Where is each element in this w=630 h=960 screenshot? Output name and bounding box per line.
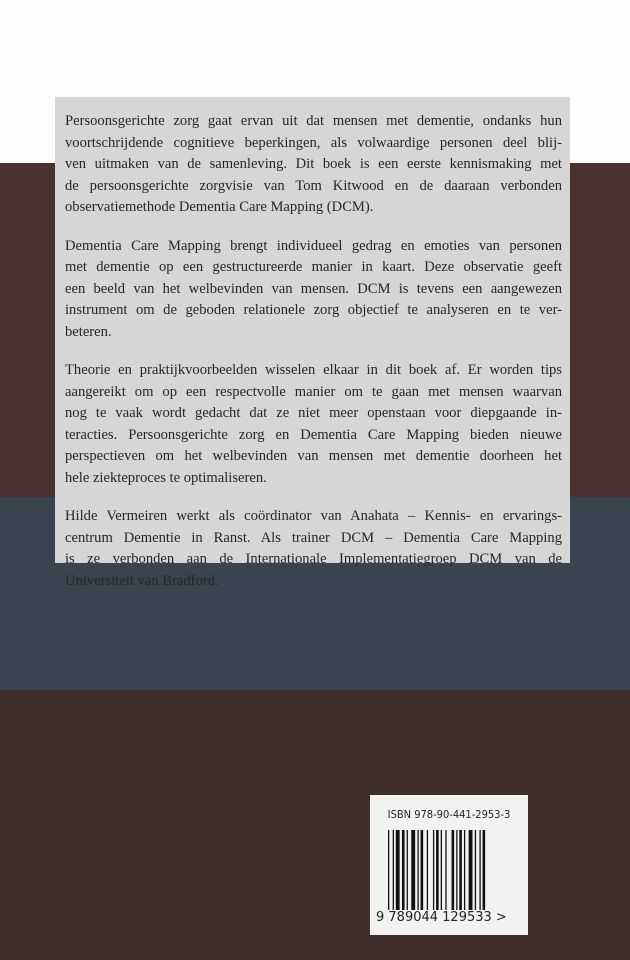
blurb-line: ven uitmaken van de samenleving. Dit boek is een eerste kennismaking met <box>65 156 562 172</box>
barcode-bar <box>421 830 424 910</box>
blurb-line: Hilde Vermeiren werkt als coördinator van Anahata – Kennis- en ervarings- <box>65 508 562 524</box>
barcode-bar <box>483 830 486 918</box>
blurb-line: observatiemethode Dementia Care Mapping (DCM). <box>65 199 374 215</box>
isbn-barcode-label <box>370 795 528 935</box>
barcode-bar <box>393 830 394 910</box>
barcode-bar <box>427 830 428 910</box>
blurb-line: centrum Dementie in Ranst. Als trainer DCM – Dementia Care Mapping <box>65 529 562 546</box>
barcode-bar <box>452 830 455 910</box>
blurb-line: is ze verbonden aan de Internationale Implementatiegroep DCM van de <box>65 551 562 567</box>
blurb-line: hele ziekteproces te optimaliseren. <box>65 469 267 486</box>
blurb-line: met dementie op een gestructureerde manier in kaart. Deze observatie geeft <box>65 259 562 275</box>
barcode-bar <box>417 830 418 910</box>
blurb-line: Theorie en praktijkvoorbeelden wisselen elkaar in dit boek af. Er worden tips <box>65 362 562 378</box>
blurb-line: Dementia Care Mapping brengt individueel gedrag en emoties van personen <box>65 237 562 254</box>
blurb-box <box>55 97 570 589</box>
isbn-number: ISBN 978-90-441-2953-3 <box>387 808 511 821</box>
barcode-icon <box>388 830 510 918</box>
barcode-bar <box>479 830 480 910</box>
barcode-bar <box>469 830 473 910</box>
blurb-line: aangereikt om op een respectvolle manier om te gaan met mensen waarvan <box>65 383 562 400</box>
blurb-paragraph <box>65 506 562 592</box>
barcode-bar <box>388 830 389 918</box>
blurb-line: teracties. Persoonsgerichte zorg en Dementia Care Mapping bieden nieuwe <box>65 426 562 443</box>
barcode-bar <box>407 830 408 910</box>
blurb-line: voortschrijdende cognitieve beperkingen, als volwaardige personen deel blij- <box>65 134 562 151</box>
barcode-bar <box>464 830 465 910</box>
blurb-line: instrument om de geboden relationele zorg objectief te analyseren en te ver- <box>65 302 562 318</box>
blurb-paragraph <box>65 111 562 219</box>
blurb-line: de persoonsgerichte zorgvisie van Tom Kitwood en de daaraan verbonden <box>65 177 562 194</box>
barcode-bar <box>396 830 400 910</box>
barcode-bar <box>433 830 434 910</box>
blurb-line: perspectieven om het welbevinden van mensen met dementie doorheen het <box>65 448 562 464</box>
brown-band-bottom <box>0 690 630 960</box>
barcode-bar <box>475 830 476 910</box>
barcode-bar <box>445 830 446 910</box>
blurb-line: nog te vaak wordt gedacht dat ze niet meer openstaan voor diepgaande in- <box>65 405 562 421</box>
blurb-line: beteren. <box>65 323 112 340</box>
blurb-line: een beeld van het welbevinden van mensen. DCM is tevens een aangewezen <box>65 280 562 297</box>
barcode-bar <box>456 830 457 910</box>
barcode-digits: 9 789044 129533 > <box>376 910 507 925</box>
barcode-bar <box>459 830 462 910</box>
barcode-bar <box>436 830 439 910</box>
blurb-line: Universiteit van Bradford. <box>65 572 219 589</box>
blurb-paragraph <box>65 360 562 489</box>
blurb-line: Persoonsgerichte zorg gaat ervan uit dat mensen met dementie, ondanks hun <box>65 113 562 129</box>
barcode-bar <box>402 830 405 910</box>
blurb-paragraph <box>65 236 562 344</box>
barcode-bar <box>411 830 415 910</box>
barcode-bar <box>441 830 442 910</box>
